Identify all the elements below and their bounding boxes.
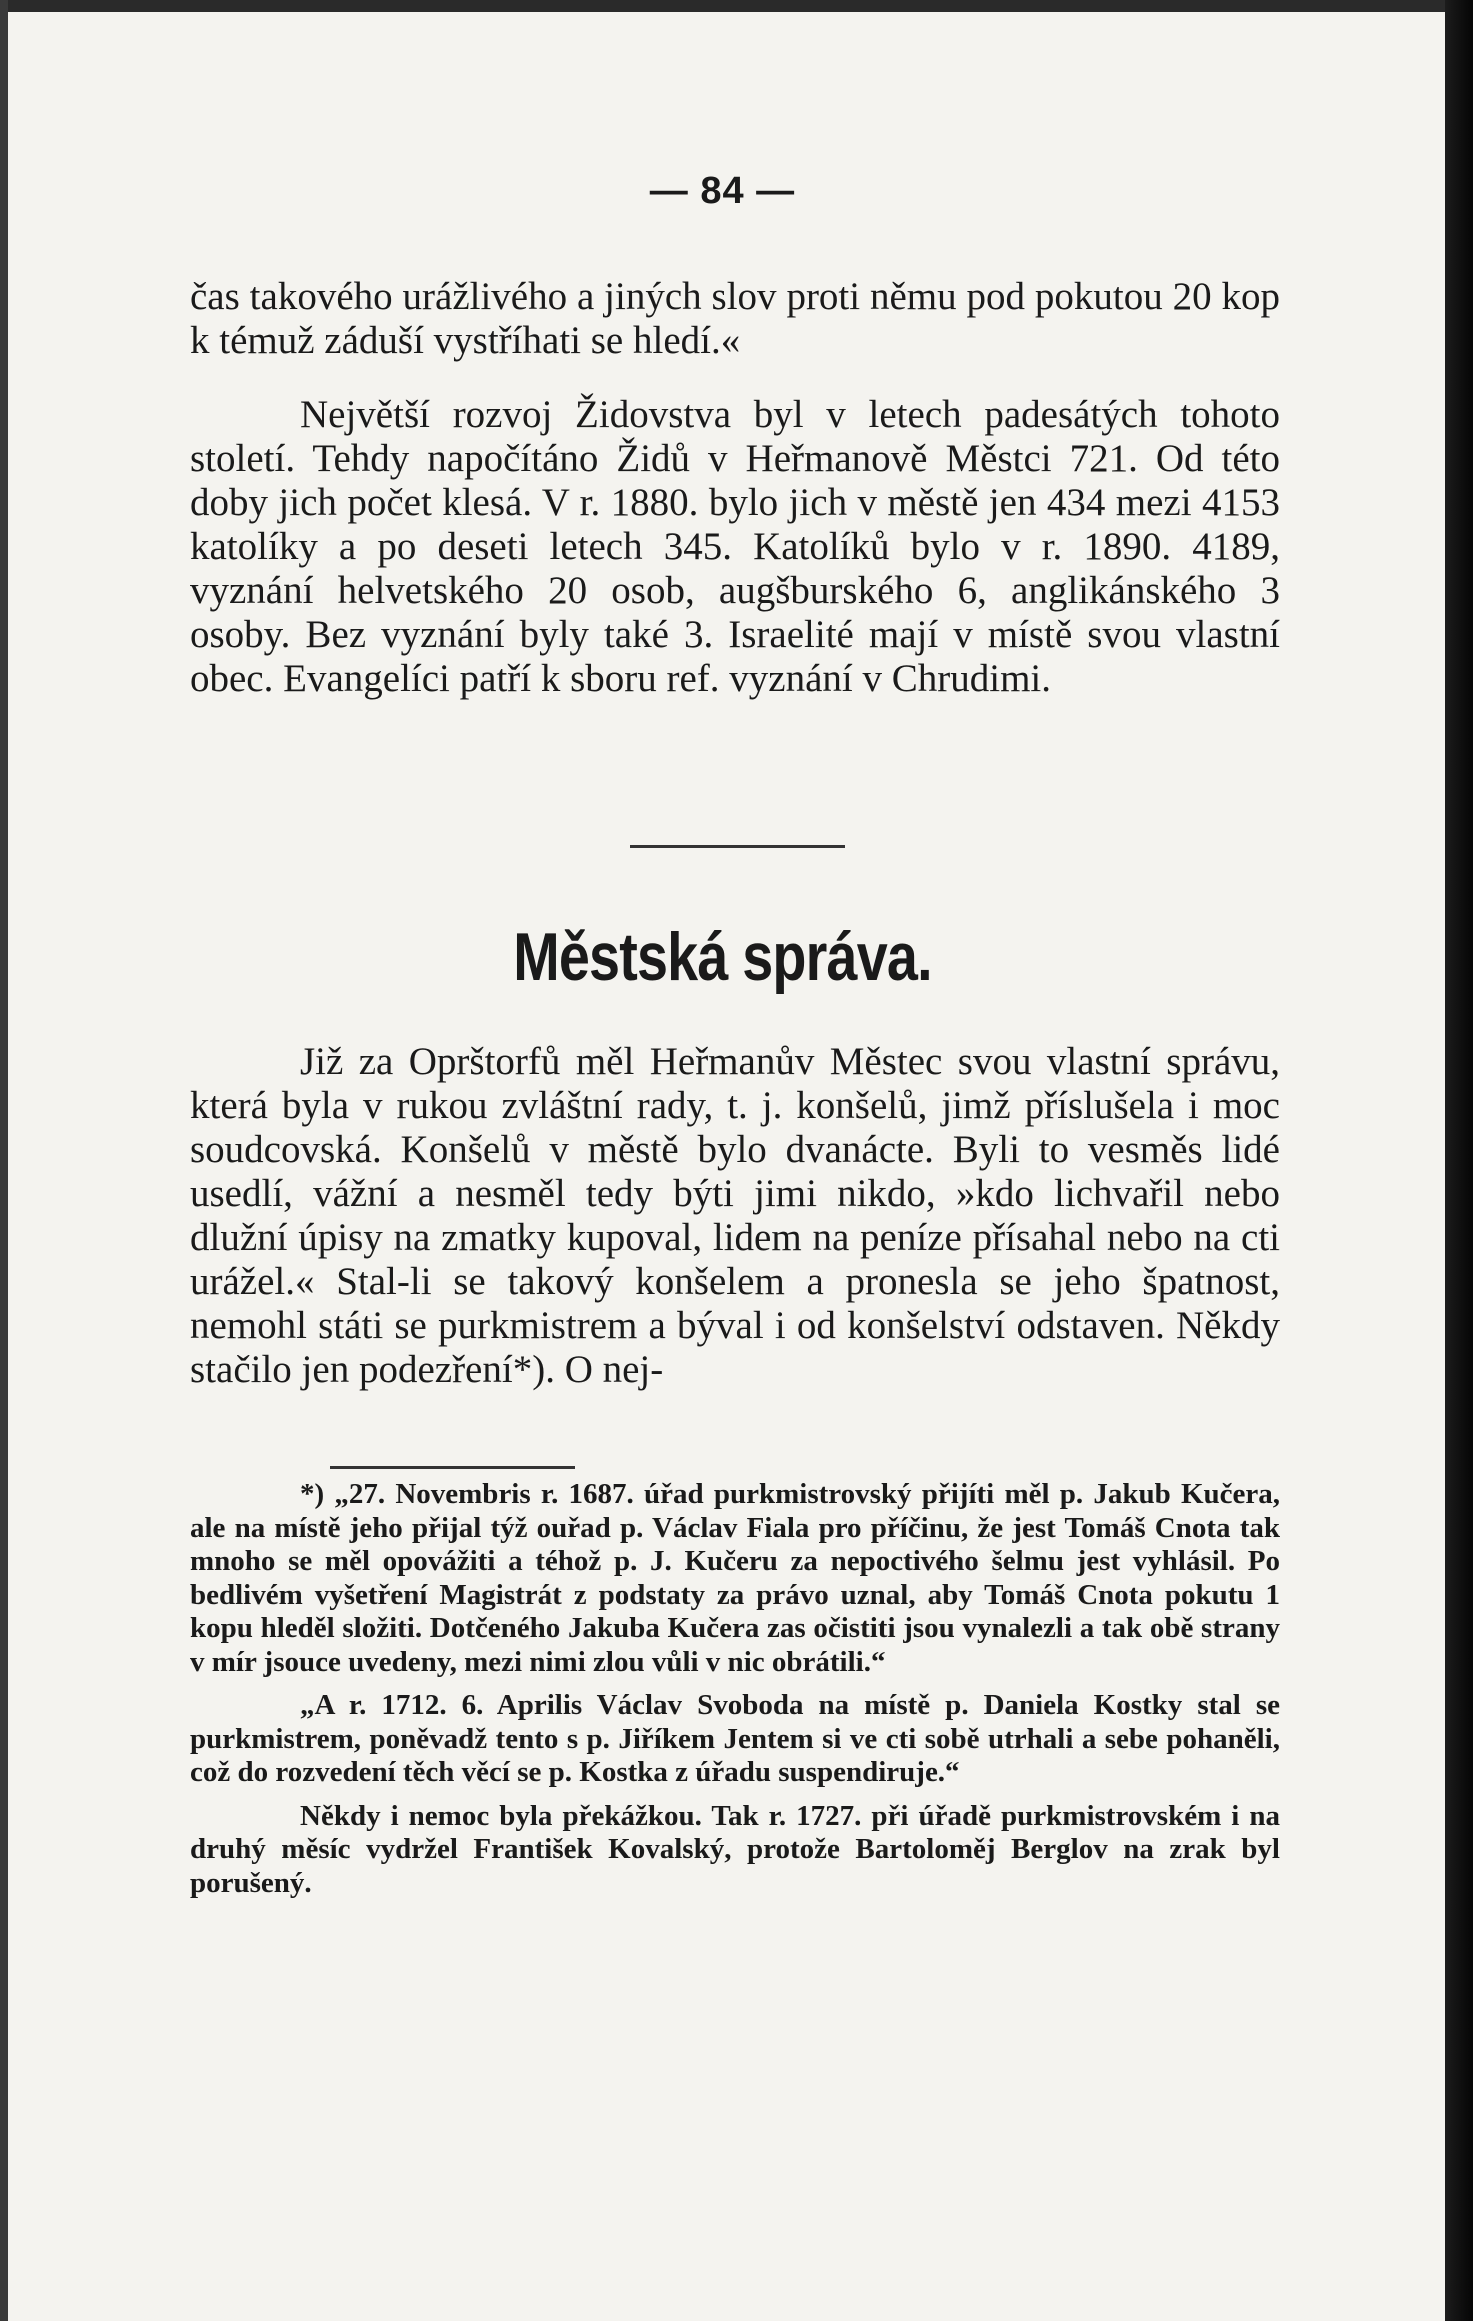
continuation-text [190, 275, 1280, 363]
judaism-paragraph: Největší rozvoj Židovstva byl v letech padesátých tohoto století. Tehdy napočítáno Židů v Heřmanově Městci 721. Od této doby jich počet klesá. V r. 1880. bylo jich v městě jen 434 mezi 4153 katolíky a po deseti letech 345. Katolíků bylo v r. 1890. 4189, vyznání helvetského 20 osob, augšburského 6, anglikánského 3 osoby. Bez vyznání byly také 3. Israelité mají v místě svou vlastní obec. Evangelíci patří k sboru ref. vyznání v Chrudimi. [190, 393, 1280, 700]
scan-border-top [0, 0, 1445, 12]
administration-section [190, 1040, 1280, 1392]
scan-border-left [0, 0, 8, 2321]
section-divider [630, 845, 845, 848]
section-heading: Městská správa. [513, 919, 932, 995]
footnotes [190, 1478, 1280, 1910]
footnote-2: „A r. 1712. 6. Aprilis Václav Svoboda na místě p. Daniela Kostky stal se purkmistrem, poněvadž tento s p. Jiříkem Jentem si ve cti sobě utrhali a sebe pohaněli, což do rozvedení těch věcí se p. Kostka z úřadu suspendiruje.“ [190, 1689, 1280, 1788]
administration-paragraph: Již za Oprštorfů měl Heřmanův Městec svou vlastní správu, která byla v rukou zvláštní rady, t. j. konšelů, jimž příslušela i moc soudcovská. Konšelů v městě bylo dvanácte. Byli to vesměs lidé usedlí, vážní a nesměl tedy býti jimi nikdo, »kdo lichvařil nebo dlužní úpisy na zmatky kupoval, lidem na peníze přísahal nebo na cti urážel.« Stal-li se takový konšelem a pronesla se jeho špatnost, nemohl státi se purkmistrem a býval i od konšelství odstaven. Někdy stačilo jen podezření*). O nej- [190, 1040, 1280, 1391]
page-number: — 84 — [649, 170, 796, 212]
judaism-section [190, 393, 1280, 701]
footnote-3: Někdy i nemoc byla překážkou. Tak r. 1727. při úřadě purkmistrovském i na druhý měsíc vydržel František Kovalský, protože Bartoloměj Berglov na zrak byl porušený. [190, 1799, 1280, 1899]
footnote-1: *) „27. Novembris r. 1687. úřad purkmistrovský přijíti měl p. Jakub Kučera, ale na místě jeho přijal týž ouřad p. Václav Fiala pro příčinu, že jest Tomáš Cnota tak mnoho se měl opovážiti a téhož p. J. Kučeru za nepoctivého šelmu jest vyhlásil. Po bedlivém vyšetření Magistrát z podstaty za právo uznal, aby Tomáš Cnota pokutu 1 kopu hleděl složiti. Dotčeného Jakuba Kučera zas očistiti jsou vynalezli a tak obě strany v mír jsouce uvedeny, mezi nimi zlou vůli v nic obrátili.“ [190, 1478, 1280, 1678]
continuation-paragraph: čas takového urážlivého a jiných slov proti němu pod pokutou 20 kop k témuž záduší vystříhati se hledí.« [190, 275, 1280, 362]
scan-border-right [1445, 0, 1473, 2321]
footnote-divider [330, 1466, 575, 1469]
